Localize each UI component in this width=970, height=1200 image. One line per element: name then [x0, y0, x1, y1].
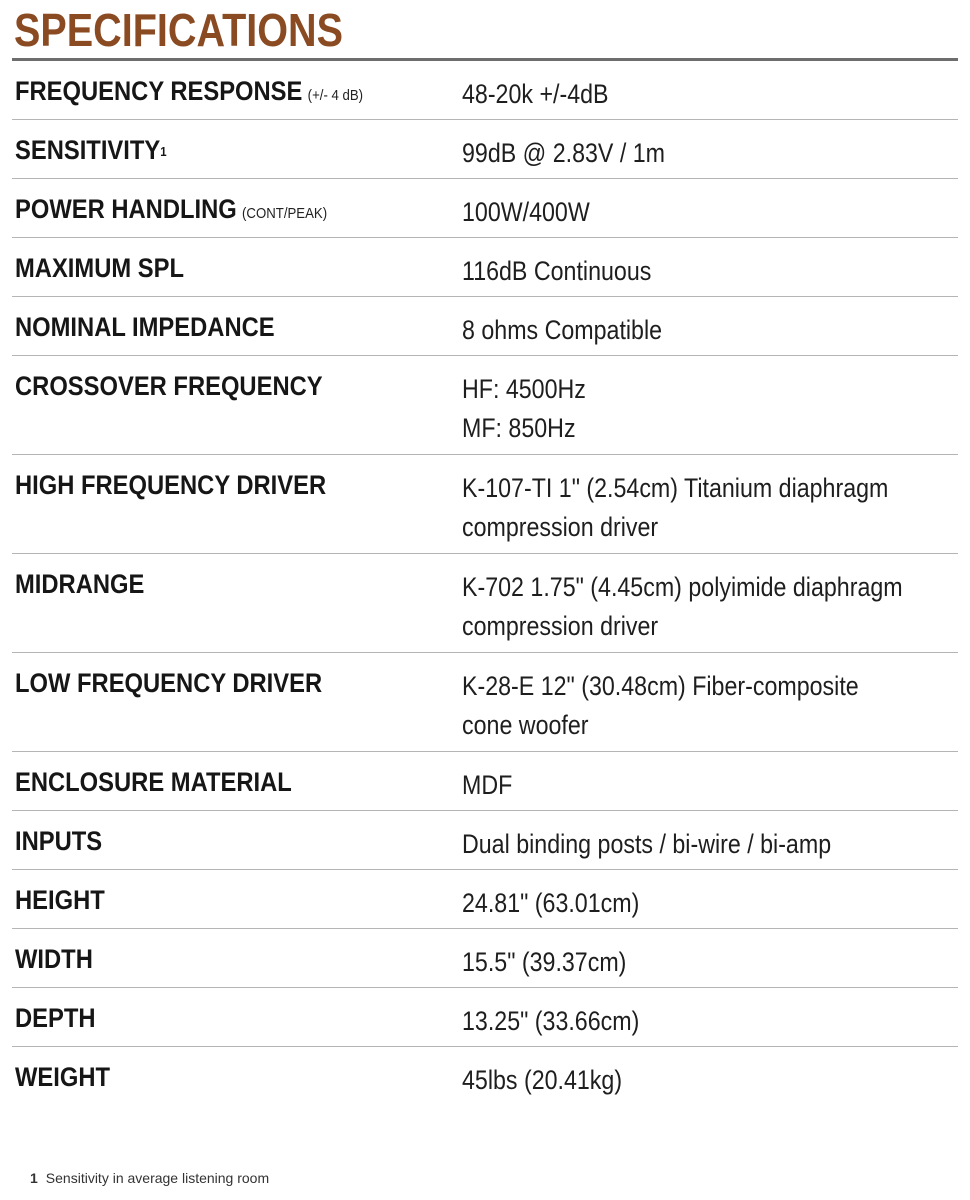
spec-label: [15, 311, 275, 343]
spec-value-line: compression driver: [462, 611, 659, 641]
spec-row: [12, 929, 958, 988]
spec-value-line: 45lbs (20.41kg): [462, 1065, 623, 1095]
spec-label-text: SENSITIVITY: [15, 135, 161, 165]
spec-row: [12, 455, 958, 554]
spec-value-line: 8 ohms Compatible: [462, 315, 663, 345]
spec-label-text: MAXIMUM SPL: [15, 253, 184, 283]
spec-label: [15, 252, 184, 284]
spec-value-line: K-107-TI 1" (2.54cm) Titanium diaphragm: [462, 473, 889, 503]
spec-row: [12, 356, 958, 455]
spec-value-line: cone woofer: [462, 710, 589, 740]
spec-label: [15, 943, 93, 975]
spec-label: [15, 825, 102, 857]
spec-label: [15, 75, 363, 112]
spec-value-line: K-28-E 12" (30.48cm) Fiber-composite: [462, 671, 859, 701]
spec-row: [12, 752, 958, 811]
spec-value: [462, 1061, 944, 1100]
spec-label-text: ENCLOSURE MATERIAL: [15, 767, 292, 797]
spec-row: [12, 1047, 958, 1106]
spec-label: [15, 766, 292, 798]
spec-label-text: FREQUENCY RESPONSE: [15, 76, 303, 106]
footnote: [30, 1170, 269, 1186]
spec-value: [462, 884, 944, 923]
spec-label-text: CROSSOVER FREQUENCY: [15, 371, 323, 401]
footnote-text: Sensitivity in average listening room: [45, 1170, 270, 1186]
spec-label-text: LOW FREQUENCY DRIVER: [15, 668, 323, 698]
spec-label-text: MIDRANGE: [15, 569, 145, 599]
spec-value: [462, 825, 944, 864]
spec-value-line: MDF: [462, 770, 513, 800]
spec-value-line: MF: 850Hz: [462, 413, 576, 443]
spec-row: [12, 870, 958, 929]
spec-label-text: INPUTS: [15, 826, 103, 856]
spec-value-line: 100W/400W: [462, 197, 590, 227]
spec-row: [12, 653, 958, 752]
spec-row: [12, 297, 958, 356]
spec-value-line: 99dB @ 2.83V / 1m: [462, 138, 666, 168]
spec-row: [12, 61, 958, 120]
spec-value: [462, 370, 944, 448]
spec-value: [462, 134, 944, 173]
spec-row: [12, 238, 958, 297]
spec-value: [462, 193, 944, 232]
spec-value: [462, 943, 944, 982]
spec-label-text: POWER HANDLING: [15, 194, 237, 224]
spec-label: [15, 1002, 96, 1034]
spec-table: [12, 61, 958, 1106]
spec-value: [462, 75, 944, 114]
spec-label: [15, 1061, 110, 1093]
spec-row: [12, 554, 958, 653]
spec-value: [462, 766, 944, 805]
spec-value-line: 24.81" (63.01cm): [462, 888, 640, 918]
spec-label-text: WEIGHT: [15, 1062, 111, 1092]
spec-value-line: 116dB Continuous: [462, 256, 652, 286]
spec-qualifier: (+/- 4 dB): [307, 87, 364, 104]
spec-value-line: 15.5" (39.37cm): [462, 947, 627, 977]
spec-row: [12, 988, 958, 1047]
spec-value-line: compression driver: [462, 512, 659, 542]
spec-qualifier: (CONT/PEAK): [242, 205, 328, 222]
spec-label: [15, 469, 326, 501]
spec-value: [462, 252, 944, 291]
spec-row: [12, 179, 958, 238]
spec-label-text: DEPTH: [15, 1003, 96, 1033]
footnote-marker: 1: [160, 144, 167, 159]
spec-label: [15, 568, 144, 600]
spec-label: [15, 884, 105, 916]
spec-value: [462, 1002, 944, 1041]
spec-label: [15, 193, 327, 230]
page-title: SPECIFICATIONS: [14, 4, 343, 56]
spec-label-text: HIGH FREQUENCY DRIVER: [15, 470, 327, 500]
spec-value-line: K-702 1.75" (4.45cm) polyimide diaphragm: [462, 572, 903, 602]
spec-label: [15, 134, 167, 166]
spec-value-line: 48-20k +/-4dB: [462, 79, 609, 109]
spec-value: [462, 469, 944, 547]
spec-value-line: 13.25" (33.66cm): [462, 1006, 640, 1036]
spec-value: [462, 667, 944, 745]
spec-row: [12, 811, 958, 870]
spec-value: [462, 311, 944, 350]
spec-label-text: HEIGHT: [15, 885, 105, 915]
spec-label: [15, 370, 323, 402]
spec-value: [462, 568, 944, 646]
spec-row: [12, 120, 958, 179]
spec-value-line: HF: 4500Hz: [462, 374, 586, 404]
footnote-number: 1: [30, 1170, 38, 1186]
spec-value-line: Dual binding posts / bi-wire / bi-amp: [462, 829, 832, 859]
spec-label-text: WIDTH: [15, 944, 93, 974]
spec-label-text: NOMINAL IMPEDANCE: [15, 312, 275, 342]
spec-label: [15, 667, 322, 699]
